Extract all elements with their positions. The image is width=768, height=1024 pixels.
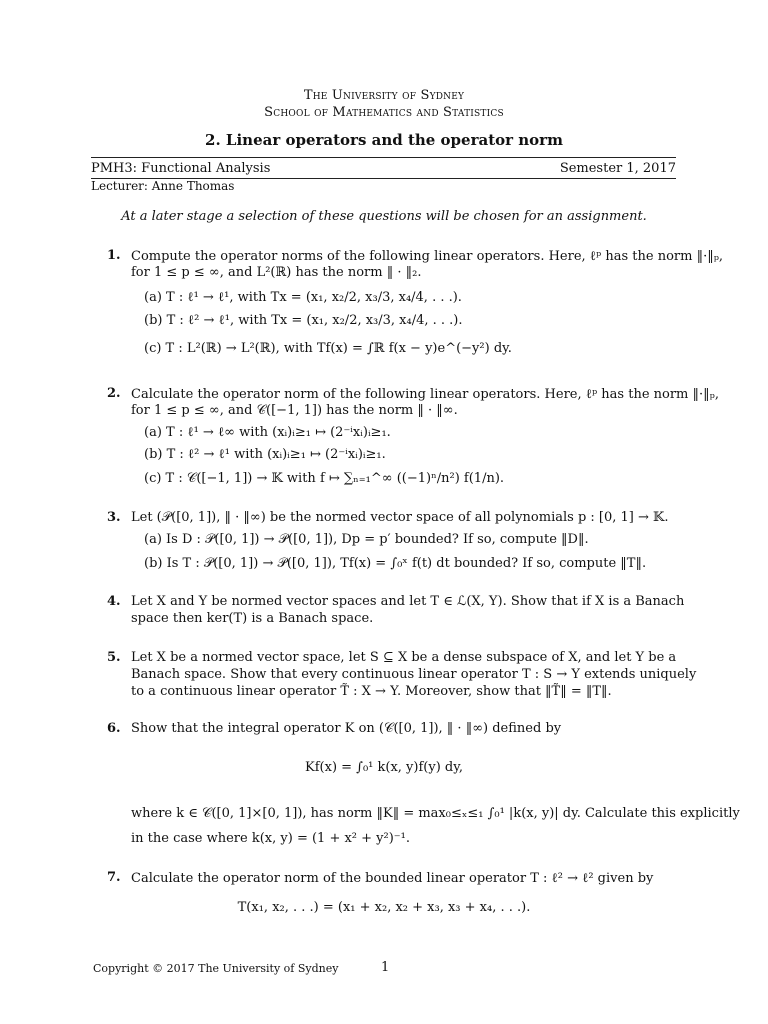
question-text: Let (𝒫([0, 1]), ‖ · ‖∞) be the normed vector space of all polynomials p : [0, 1] → 𝕂. bbox=[131, 510, 669, 525]
question-text: where k ∈ 𝒞([0, 1]×[0, 1]), has norm ‖K‖ = max₀≤ₓ≤₁ ∫₀¹ |k(x, y)| dy. Calculate this explicitly bbox=[131, 806, 740, 821]
course-name: PMH3: Functional Analysis bbox=[91, 161, 271, 176]
display-equation: T(x₁, x₂, . . .) = (x₁ + x₂, x₂ + x₃, x₃ + x₄, . . .). bbox=[237, 900, 531, 915]
question-part: (c) T : 𝒞([−1, 1]) → 𝕂 with f ↦ ∑ₙ₌₁^∞ ((−1)ⁿ/n²) f(1/n). bbox=[144, 471, 505, 486]
question-number: 4. bbox=[107, 594, 121, 609]
university-name: The University of Sydney bbox=[303, 88, 465, 103]
copyright: Copyright © 2017 The University of Sydney bbox=[93, 962, 339, 975]
display-equation: Kf(x) = ∫₀¹ k(x, y)f(y) dy, bbox=[305, 760, 463, 775]
page-number: 1 bbox=[381, 960, 390, 975]
lecturer: Lecturer: Anne Thomas bbox=[91, 179, 235, 193]
question-text: Banach space. Show that every continuous linear operator T : S → Y extends uniquely bbox=[131, 667, 697, 682]
question-text: Show that the integral operator K on (𝒞([0, 1]), ‖ · ‖∞) defined by bbox=[131, 721, 562, 736]
question-text: Calculate the operator norm of the following linear operators. Here, ℓᵖ has the norm ‖·‖ₚ, bbox=[131, 387, 719, 402]
question-part: (b) T : ℓ² → ℓ¹ with (xᵢ)ᵢ≥₁ ↦ (2⁻ⁱxᵢ)ᵢ≥₁. bbox=[144, 447, 386, 462]
question-part: (b) T : ℓ² → ℓ¹, with Tx = (x₁, x₂/2, x₃/3, x₄/4, . . .). bbox=[144, 313, 463, 328]
header-rule-top bbox=[91, 157, 676, 158]
question-text: Compute the operator norms of the following linear operators. Here, ℓᵖ has the norm ‖·‖ₚ, bbox=[131, 249, 724, 264]
question-text: Let X be a normed vector space, let S ⊆ X be a dense subspace of X, and let Y be a bbox=[131, 650, 677, 665]
question-text: space then ker(T) is a Banach space. bbox=[131, 611, 374, 626]
question-part: (c) T : L²(ℝ) → L²(ℝ), with Tf(x) = ∫ℝ f(x − y)e^(−y²) dy. bbox=[144, 341, 512, 356]
question-part: (b) Is T : 𝒫([0, 1]) → 𝒫([0, 1]), Tf(x) = ∫₀ˣ f(t) dt bounded? If so, compute ‖T‖. bbox=[144, 556, 647, 571]
question-number: 2. bbox=[107, 386, 121, 401]
question-number: 6. bbox=[107, 721, 121, 736]
question-text: for 1 ≤ p ≤ ∞, and L²(ℝ) has the norm ‖ · ‖₂. bbox=[131, 265, 422, 280]
semester: Semester 1, 2017 bbox=[559, 161, 676, 176]
question-number: 1. bbox=[107, 248, 121, 263]
question-number: 7. bbox=[107, 870, 121, 885]
question-part: (a) T : ℓ¹ → ℓ∞ with (xᵢ)ᵢ≥₁ ↦ (2⁻ⁱxᵢ)ᵢ≥₁. bbox=[144, 425, 391, 440]
question-part: (a) Is D : 𝒫([0, 1]) → 𝒫([0, 1]), Dp = p′ bounded? If so, compute ‖D‖. bbox=[144, 532, 589, 547]
question-text: Let X and Y be normed vector spaces and let T ∈ ℒ(X, Y). Show that if X is a Banach bbox=[131, 594, 685, 609]
question-number: 3. bbox=[107, 510, 121, 525]
question-text: Calculate the operator norm of the bounded linear operator T : ℓ² → ℓ² given by bbox=[131, 871, 654, 886]
question-text: to a continuous linear operator T̃ : X → Y. Moreover, show that ‖T̃‖ = ‖T‖. bbox=[131, 684, 612, 699]
intro-note: At a later stage a selection of these questions will be chosen for an assignment. bbox=[121, 209, 647, 224]
school-name: School of Mathematics and Statistics bbox=[264, 105, 504, 120]
question-number: 5. bbox=[107, 650, 121, 665]
question-part: (a) T : ℓ¹ → ℓ¹, with Tx = (x₁, x₂/2, x₃/3, x₄/4, . . .). bbox=[144, 290, 462, 305]
question-text: in the case where k(x, y) = (1 + x² + y²)⁻¹. bbox=[131, 831, 410, 846]
sheet-title: 2. Linear operators and the operator norm bbox=[205, 131, 563, 149]
question-text: for 1 ≤ p ≤ ∞, and 𝒞([−1, 1]) has the norm ‖ · ‖∞. bbox=[131, 403, 458, 418]
